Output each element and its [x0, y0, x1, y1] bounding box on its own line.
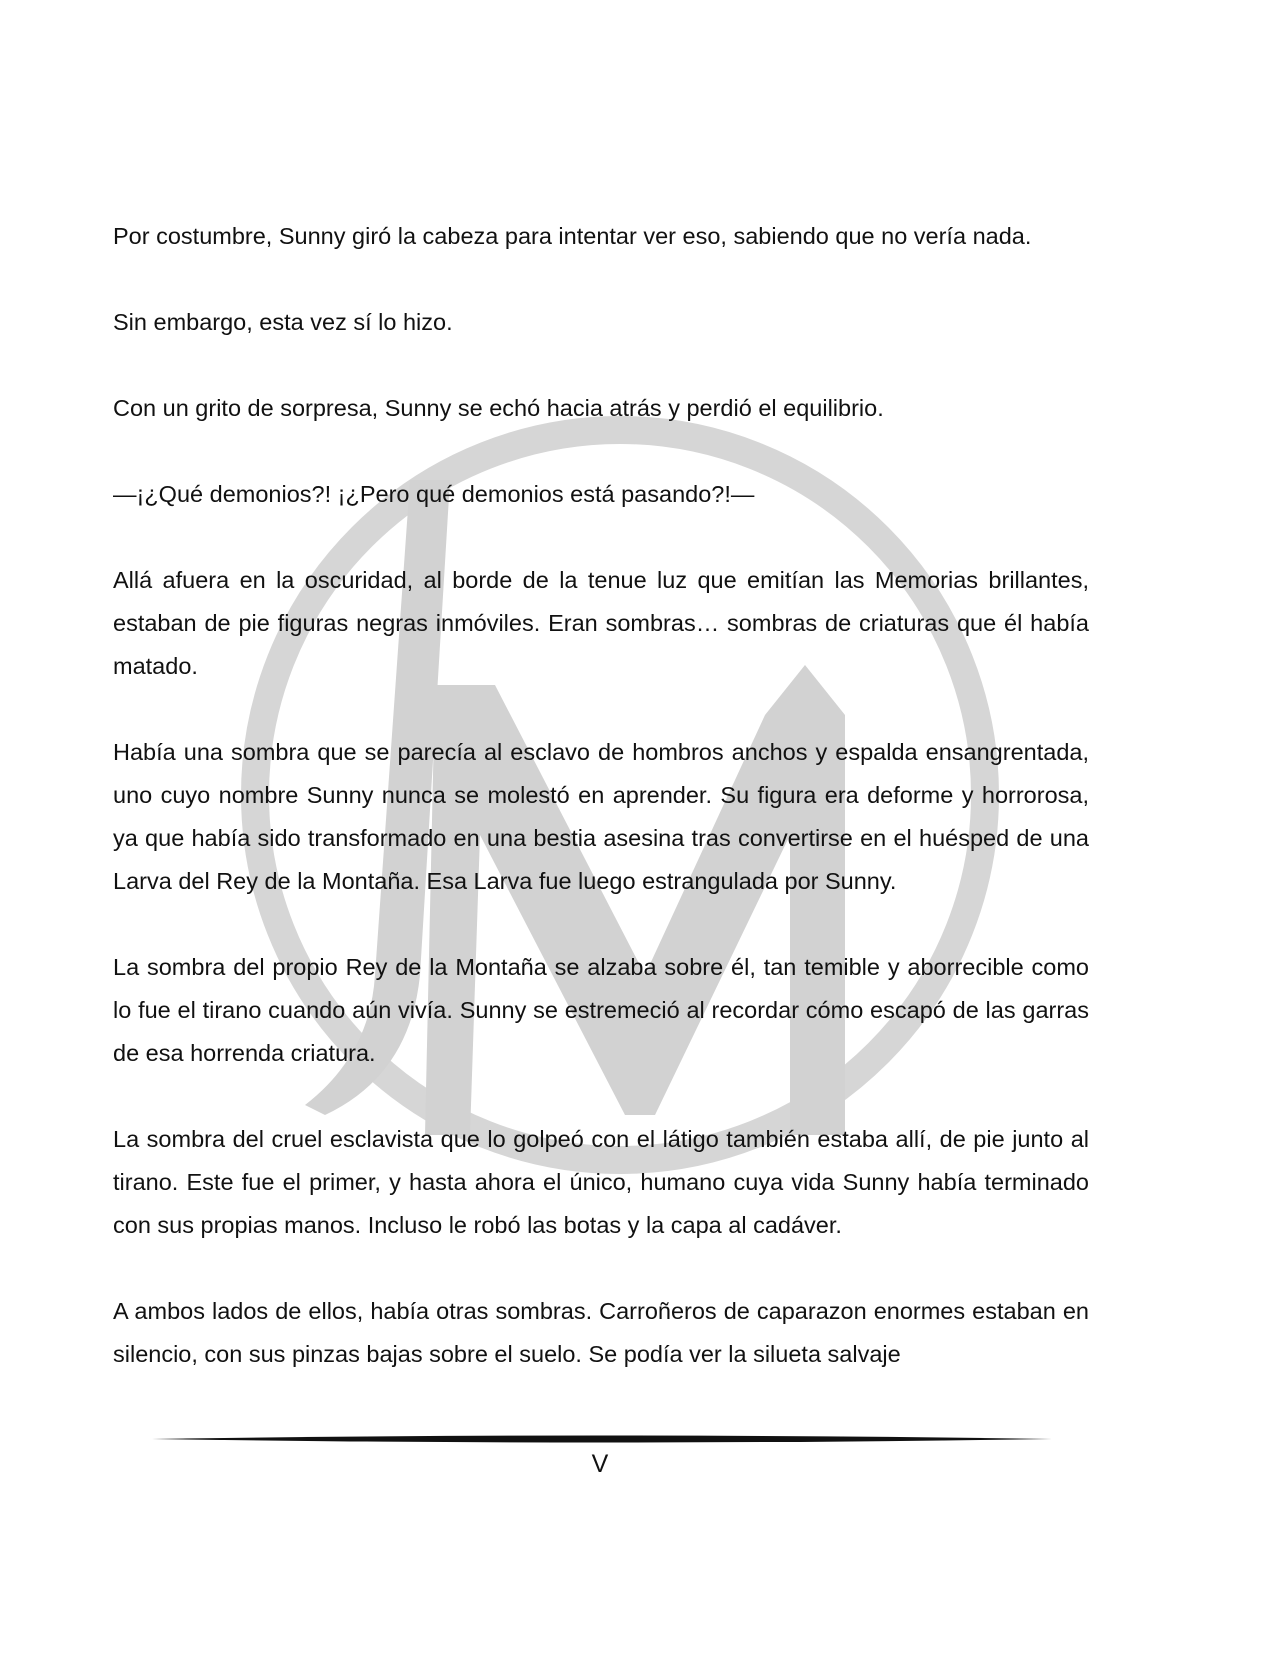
paragraph: Sin embargo, esta vez sí lo hizo.	[113, 309, 453, 335]
page-number: V	[591, 1450, 609, 1478]
paragraph: Allá afuera en la oscuridad, al borde de la tenue luz que emitían las Memorias brillantes, estaban de pie figuras negras inmóviles. Eran sombras… sombras de criaturas que él había matado.	[113, 567, 1089, 679]
paragraph: La sombra del cruel esclavista que lo golpeó con el látigo también estaba allí, de pie junto al tirano. Este fue el primer, y hasta ahora el único, humano cuya vida Sunny había terminado con sus propias manos. Incluso le robó las botas y la capa al cadáver.	[113, 1126, 1089, 1238]
paragraph: La sombra del propio Rey de la Montaña se alzaba sobre él, tan temible y aborrecible como lo fue el tirano cuando aún vivía. Sunny se estremeció al recordar cómo escapó de las garras de esa horrenda criatura.	[113, 954, 1089, 1066]
paragraph: Por costumbre, Sunny giró la cabeza para intentar ver eso, sabiendo que no vería nada.	[113, 223, 1032, 249]
paragraph: A ambos lados de ellos, había otras sombras. Carroñeros de caparazon enormes estaban en silencio, con sus pinzas bajas sobre el suelo. Se podía ver la silueta salvaje	[113, 1298, 1089, 1367]
footer-divider	[152, 1432, 1052, 1446]
body-text	[113, 215, 1089, 1376]
paragraph: Había una sombra que se parecía al esclavo de hombros anchos y espalda ensangrentada, uno cuyo nombre Sunny nunca se molestó en aprender. Su figura era deforme y horrorosa, ya que había sido transformado en una bestia asesina tras convertirse en el huésped de una Larva del Rey de la Montaña. Esa Larva fue luego estrangulada por Sunny.	[113, 739, 1089, 894]
paragraph: —¡¿Qué demonios?! ¡¿Pero qué demonios está pasando?!—	[113, 481, 755, 507]
paragraph: Con un grito de sorpresa, Sunny se echó hacia atrás y perdió el equilibrio.	[113, 395, 884, 421]
